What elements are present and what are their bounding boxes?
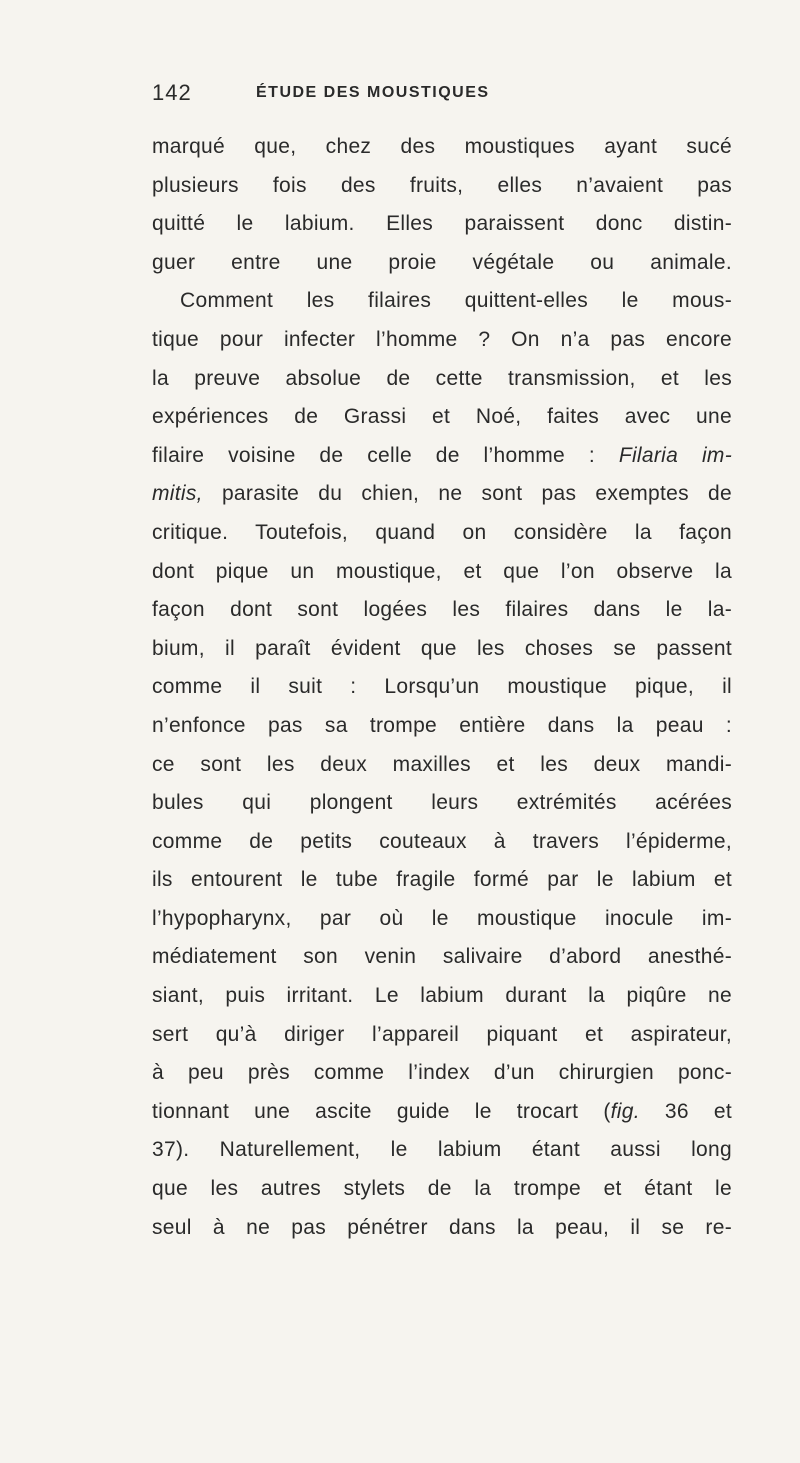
text-line: critique. Toutefois, quand on considère la façon — [152, 520, 732, 544]
text-line: que les autres stylets de la trompe et étant le — [152, 1177, 732, 1201]
italic-text: mitis, — [152, 482, 203, 506]
text-line: expériences de Grassi et Noé, faites avec une — [152, 405, 732, 429]
text-line: marqué que, chez des moustiques ayant sucé — [152, 135, 732, 158]
text-segment: tionnant une ascite guide le trocart ( — [152, 1099, 611, 1123]
text-line: la preuve absolue de cette transmission, et les — [152, 366, 732, 390]
page-number: 142 — [152, 80, 192, 105]
text-line: ce sont les deux maxilles et les deux mandi- — [152, 752, 732, 776]
italic-text: fig. — [610, 1099, 640, 1123]
text-segment: 36 et — [639, 1099, 732, 1123]
text-line: siant, puis irritant. Le labium durant la piqûre ne — [152, 984, 732, 1008]
text-line — [152, 437, 732, 476]
text-line — [152, 475, 732, 514]
text-line: bium, il paraît évident que les choses se passent — [152, 636, 732, 660]
text-segment: parasite du chien, ne sont pas exemptes de — [202, 482, 732, 506]
body-text — [152, 128, 732, 1247]
text-line: comme il suit : Lorsqu’un moustique pique, il — [152, 675, 732, 699]
running-title: ÉTUDE DES MOUSTIQUES — [256, 84, 490, 101]
text-line: 37). Naturellement, le labium étant aussi long — [152, 1138, 732, 1162]
text-line: n’enfonce pas sa trompe entière dans la peau : — [152, 713, 732, 737]
text-segment: filaire voisine de celle de l’homme : — [152, 443, 619, 467]
italic-text: Filaria im- — [618, 443, 732, 467]
text-line: bules qui plongent leurs extrémités acérées — [152, 791, 732, 815]
text-line: médiatement son venin salivaire d’abord anesthé- — [152, 945, 732, 969]
text-line: tique pour infecter l’homme ? On n’a pas encore — [152, 327, 732, 351]
text-line: ils entourent le tube fragile formé par le labium et — [152, 868, 732, 892]
text-line: quitté le labium. Elles paraissent donc distin- — [152, 212, 732, 236]
text-line: Comment les filaires quittent-elles le mous- — [180, 289, 732, 313]
text-line: plusieurs fois des fruits, elles n’avaient pas — [152, 173, 732, 197]
text-line: l’hypopharynx, par où le moustique inocule im- — [152, 906, 732, 930]
text-line: dont pique un moustique, et que l’on observe la — [152, 559, 732, 583]
text-line: façon dont sont logées les filaires dans le la- — [152, 598, 732, 622]
text-line: seul à ne pas pénétrer dans la peau, il se re- — [152, 1215, 732, 1239]
text-line: guer entre une proie végétale ou animale. — [152, 250, 732, 274]
page-header — [152, 80, 712, 120]
text-line: à peu près comme l’index d’un chirurgien ponc- — [152, 1061, 732, 1085]
text-line — [152, 1093, 732, 1132]
text-line: comme de petits couteaux à travers l’épiderme, — [152, 829, 732, 853]
text-line: sert qu’à diriger l’appareil piquant et aspirateur, — [152, 1022, 732, 1046]
